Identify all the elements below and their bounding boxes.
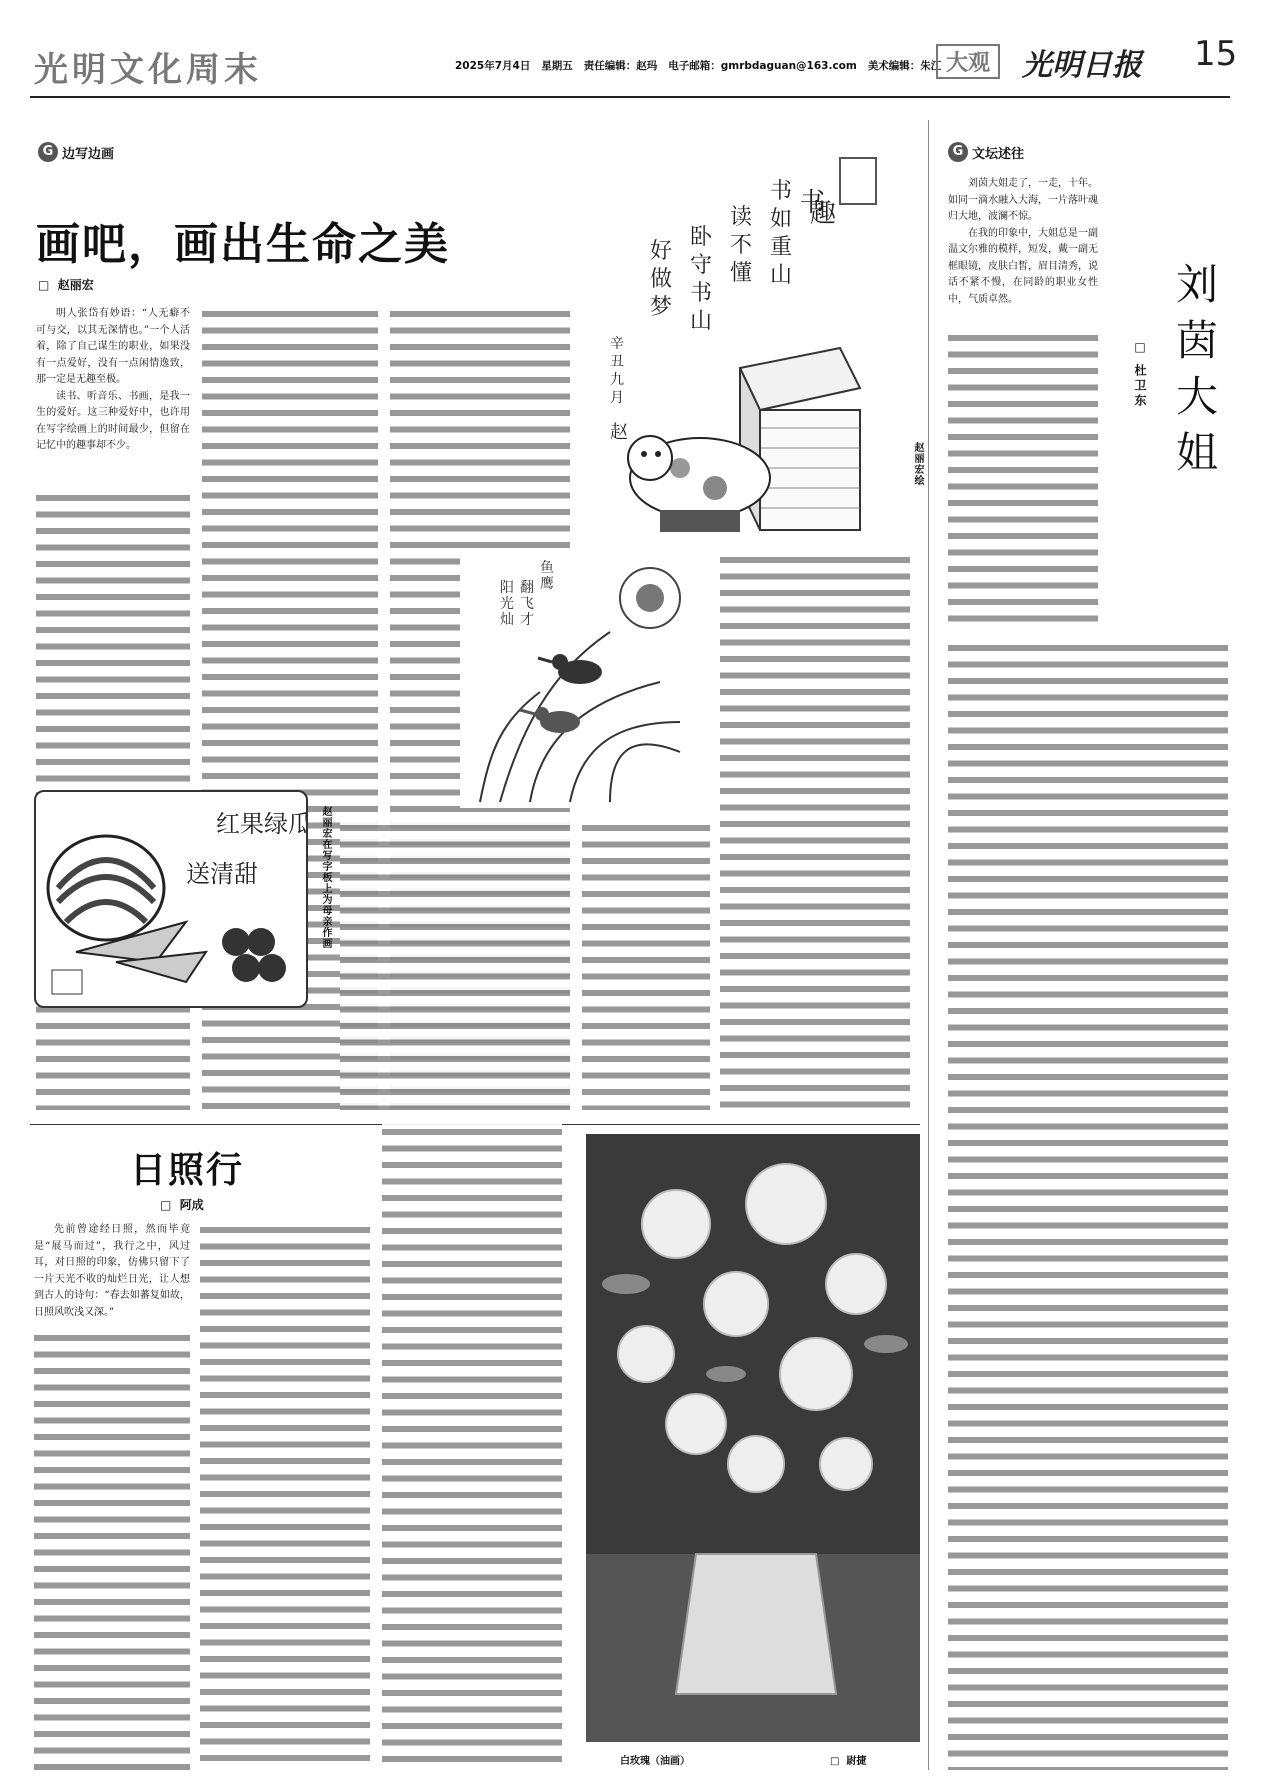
melon-inscription: 红果绿瓜: [216, 810, 306, 838]
svg-text:卧: 卧: [690, 225, 713, 250]
svg-text:做: 做: [650, 267, 673, 292]
editor-name: 赵玛: [636, 60, 658, 72]
issue-meta: [455, 58, 941, 73]
painting-top-caption: 赵丽宏绘: [912, 442, 923, 486]
byline-mark: □: [1133, 340, 1147, 357]
text-block: [200, 1222, 370, 1770]
issue-weekday: 星期五: [541, 60, 573, 72]
g-tag-icon: G: [948, 142, 968, 162]
svg-text:守: 守: [690, 253, 713, 278]
text-block: [382, 1124, 562, 1770]
right-lead: 刘茵大姐走了，一走，十年。如同一滴水融入大海，一片落叶魂归大地，波澜不惊。: [948, 178, 1098, 222]
white-rose-illustration: [586, 1134, 920, 1742]
watermelon-icon: [48, 836, 164, 940]
svg-text:送清甜: 送清甜: [186, 860, 258, 888]
article-lead: 明人张岱有妙语：“人无癖不可与交，以其无深情也。”一个人活着，除了自己谋生的职业，如果没有一点爱好，没有一点闲情逸致，那一定是无趣至极。: [36, 308, 190, 385]
svg-text:鹰: 鹰: [540, 576, 554, 592]
svg-text:阳: 阳: [500, 580, 514, 596]
svg-text:好: 好: [650, 239, 673, 264]
vase-icon: [676, 1554, 836, 1694]
svg-text:读: 读: [730, 205, 753, 230]
left-article-col-1: [36, 306, 190, 455]
section-masthead: 光明文化周末: [34, 50, 262, 90]
rose-author: [830, 1752, 866, 1767]
text-block: [948, 330, 1098, 630]
right-article-byline: [1132, 340, 1149, 409]
small-book: [660, 510, 740, 532]
watermelon-illustration: [36, 792, 306, 1006]
byline-author: 赵丽宏: [57, 278, 94, 292]
svg-text:书: 书: [795, 188, 825, 214]
rose-caption: 白玫瑰（油画）: [620, 1756, 690, 1767]
byline-mark: □: [38, 278, 50, 292]
svg-text:飞: 飞: [520, 596, 534, 612]
svg-text:山: 山: [770, 263, 793, 288]
svg-text:鱼: 鱼: [540, 560, 554, 576]
byline-author: 杜卫东: [1133, 364, 1147, 410]
svg-text:如: 如: [770, 207, 793, 232]
text-block: [582, 820, 710, 1110]
issue-date: 2025年7月4日: [455, 60, 531, 72]
art-editor-label: 美术编辑：: [867, 60, 921, 72]
svg-text:才: 才: [520, 612, 534, 628]
right-para-2: 在我的印象中，大姐总是一副温文尔雅的模样，短发，戴一副无框眼镜，皮肤白皙，眉目清秀，说话不紧不慢，在同龄的职业女性中，气质卓然。: [948, 227, 1098, 305]
svg-text:不: 不: [730, 233, 753, 258]
svg-text:灿: 灿: [500, 612, 514, 628]
svg-text:光: 光: [500, 596, 514, 612]
svg-text:九: 九: [610, 372, 624, 388]
column-tag-left: [38, 142, 114, 162]
column-tag-right: [948, 142, 1024, 162]
seal-stamp: [52, 970, 82, 994]
calligraphy-inscription: [610, 179, 836, 443]
caption-writing-board: 赵丽宏在写字板上为母亲作画: [320, 806, 331, 949]
svg-text:翻: 翻: [520, 580, 534, 596]
page-section-tab: 大观: [936, 44, 1000, 79]
svg-text:重: 重: [770, 235, 793, 260]
svg-text:书: 书: [690, 281, 713, 306]
byline-mark: □: [160, 1198, 172, 1212]
book-cat-illustration: [590, 148, 910, 548]
svg-text:懂: 懂: [730, 261, 753, 286]
story-byline: [160, 1196, 204, 1213]
g-tag-icon: G: [38, 142, 58, 162]
right-col-text: [948, 176, 1098, 308]
email-address: gmrbdaguan@163.com: [720, 60, 857, 72]
fruit-icon: [222, 928, 250, 956]
svg-text:赵: 赵: [610, 422, 628, 443]
right-article-title: 刘茵大姐: [1170, 262, 1219, 486]
email-label: 电子邮箱：: [668, 60, 721, 72]
painting-book-cat: [590, 148, 910, 548]
column-divider: [928, 120, 929, 1770]
text-block: [720, 552, 910, 1110]
paper-logo: 光明日报: [1022, 48, 1142, 83]
byline-author: 尉捷: [846, 1756, 867, 1767]
story-lead: 先前曾途经日照，然而毕竟是“展马而过”，我行之中，风过耳，对日照的印象，仿佛只留下了一片天光不收的灿烂日光，让人想到古人的诗句：“春去如蕃复如故，日照风吹浅又深。”: [34, 1224, 190, 1318]
book-stack: [740, 348, 860, 530]
column-tag-label: 边写边画: [62, 146, 115, 162]
story-title: 日照行: [130, 1150, 245, 1191]
column-tag-label: 文坛述往: [972, 146, 1025, 162]
painting-white-roses: [586, 1134, 920, 1742]
sleeping-cat: [628, 436, 770, 518]
svg-text:丑: 丑: [610, 354, 624, 370]
seal-stamp: [840, 158, 876, 204]
editor-label: 责任编辑：: [583, 60, 637, 72]
svg-text:月: 月: [610, 390, 624, 406]
svg-text:书: 书: [770, 179, 793, 204]
story-col-1: [34, 1222, 190, 1321]
svg-text:趣: 趣: [810, 199, 837, 229]
article-para-2: 读书、听音乐、书画，是我一生的爱好。这三种爱好中，也许用在写字绘画上的时间最少，但留在记忆中的趣事却不少。: [36, 390, 190, 451]
art-editor-name: 朱江: [920, 60, 942, 72]
byline-mark: □: [830, 1756, 840, 1767]
svg-text:辛: 辛: [610, 336, 624, 352]
page-number: 15: [1194, 34, 1238, 74]
header-rule: [30, 96, 1230, 98]
painting-watermelon: [34, 790, 308, 1008]
text-block: [948, 640, 1228, 1770]
svg-text:梦: 梦: [650, 295, 673, 320]
article-byline: [38, 276, 94, 293]
svg-text:山: 山: [690, 309, 713, 334]
article-title: 画吧，画出生命之美: [36, 219, 450, 270]
text-block: [34, 1330, 190, 1770]
text-block: [340, 820, 570, 1110]
byline-author: 阿成: [179, 1198, 204, 1212]
